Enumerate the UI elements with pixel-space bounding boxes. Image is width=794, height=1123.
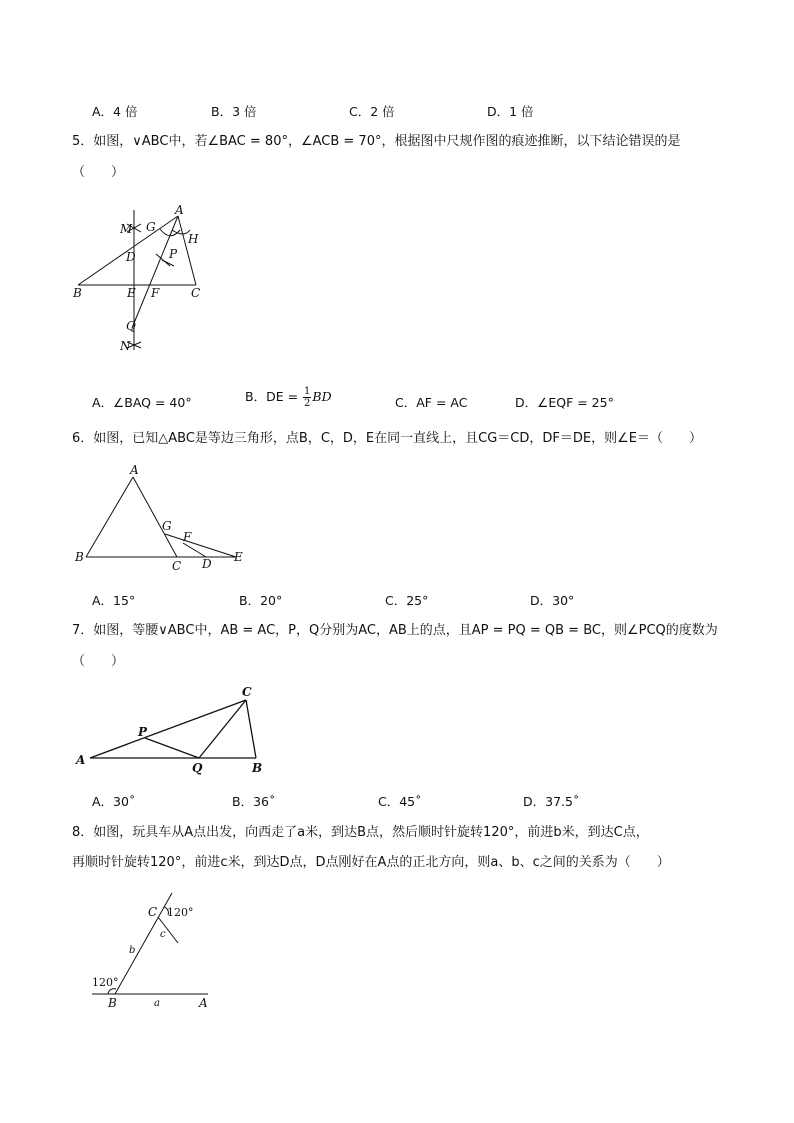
q5-option-c[interactable]: C．AF = AC [395,395,468,410]
label-a-lower: a [154,998,160,1009]
label-a: A [76,753,86,767]
label-g: G [162,519,172,533]
q5-option-b[interactable] [245,386,332,409]
q6-option-b[interactable]: B．20° [239,593,283,608]
q4-option-b[interactable]: B．3 倍 [211,104,257,119]
label-b: B [73,286,82,300]
fraction-numerator: 1 [304,386,311,397]
label-c: C [148,905,158,919]
label-q: Q [192,761,203,775]
q4-option-d[interactable]: D．1 倍 [487,104,534,119]
label-d: D [202,557,212,571]
fraction [303,386,311,409]
q7-figure [70,682,270,777]
q7-option-b[interactable]: B．36˚ [232,794,276,809]
label-e: E [234,550,243,564]
q6-option-a[interactable]: A．15° [92,593,136,608]
label-f: F [183,530,192,544]
label-q: Q [126,319,136,333]
q7-text: 7．如图，等腰∨ABC中，AB = AC，P，Q分别为AC，AB上的点，且AP = PQ = QB = BC，则∠PCQ的度数为 [72,623,718,638]
label-a: A [175,203,184,217]
q8-text-line1: 8．如图，玩具车从A点出发，向西走了a米，到达B点，然后顺时针旋转120°，前进b米，到达C点， [72,825,649,840]
q5-option-b-label: B．DE = [245,389,303,404]
label-h: H [188,232,199,246]
angle-label-top: 120° [167,906,194,919]
q5-option-b-tail: BD [312,389,332,404]
q5-option-d[interactable]: D．∠EQF = 25° [515,395,614,410]
label-m: M [120,222,133,236]
q6-figure [70,462,260,577]
label-a: A [199,996,208,1010]
q7-option-a[interactable]: A．30˚ [92,794,136,809]
q5-answer-paren: （ ） [72,165,125,180]
label-c: C [242,685,252,699]
q6-text: 6．如图，已知△ABC是等边三角形，点B，C，D，E在同一直线上，且CG＝CD，DF＝DE，则∠E＝（ ） [72,431,702,446]
q8-text-line2: 再顺时针旋转120°，前进c米，到达D点，D点刚好在A点的正北方向，则a、b、c之间的关系为（ ） [72,855,670,870]
label-n: N [120,339,131,353]
q4-option-c[interactable]: C．2 倍 [349,104,395,119]
q8-figure [80,885,230,1015]
label-d: D [126,250,136,264]
q7-option-d[interactable]: D．37.5˚ [523,794,580,809]
label-p: P [138,725,148,739]
q5-text: 5．如图，∨ABC中，若∠BAC = 80°，∠ACB = 70°，根据图中尺规作图的痕迹推断，以下结论错误的是 [72,134,681,149]
q7-answer-paren: （ ） [72,654,125,669]
q6-option-c[interactable]: C．25° [385,593,429,608]
fraction-denominator: 2 [304,398,311,409]
q5-figure [70,200,220,360]
label-b: B [108,996,117,1010]
label-b: B [252,761,263,775]
label-c: C [191,286,201,300]
label-b: B [75,550,84,564]
label-p: P [169,247,178,261]
q7-option-c[interactable]: C．45˚ [378,794,422,809]
label-g: G [146,220,156,234]
q5-option-a[interactable]: A．∠BAQ = 40° [92,395,192,410]
label-f: F [151,286,160,300]
q4-option-a[interactable]: A．4 倍 [92,104,138,119]
angle-label-bottom: 120° [92,976,119,989]
label-b-lower: b [129,945,136,956]
label-e: E [127,286,136,300]
label-a: A [130,463,139,477]
q6-option-d[interactable]: D．30° [530,593,575,608]
label-c: C [172,559,182,573]
label-c-lower: c [160,929,166,940]
